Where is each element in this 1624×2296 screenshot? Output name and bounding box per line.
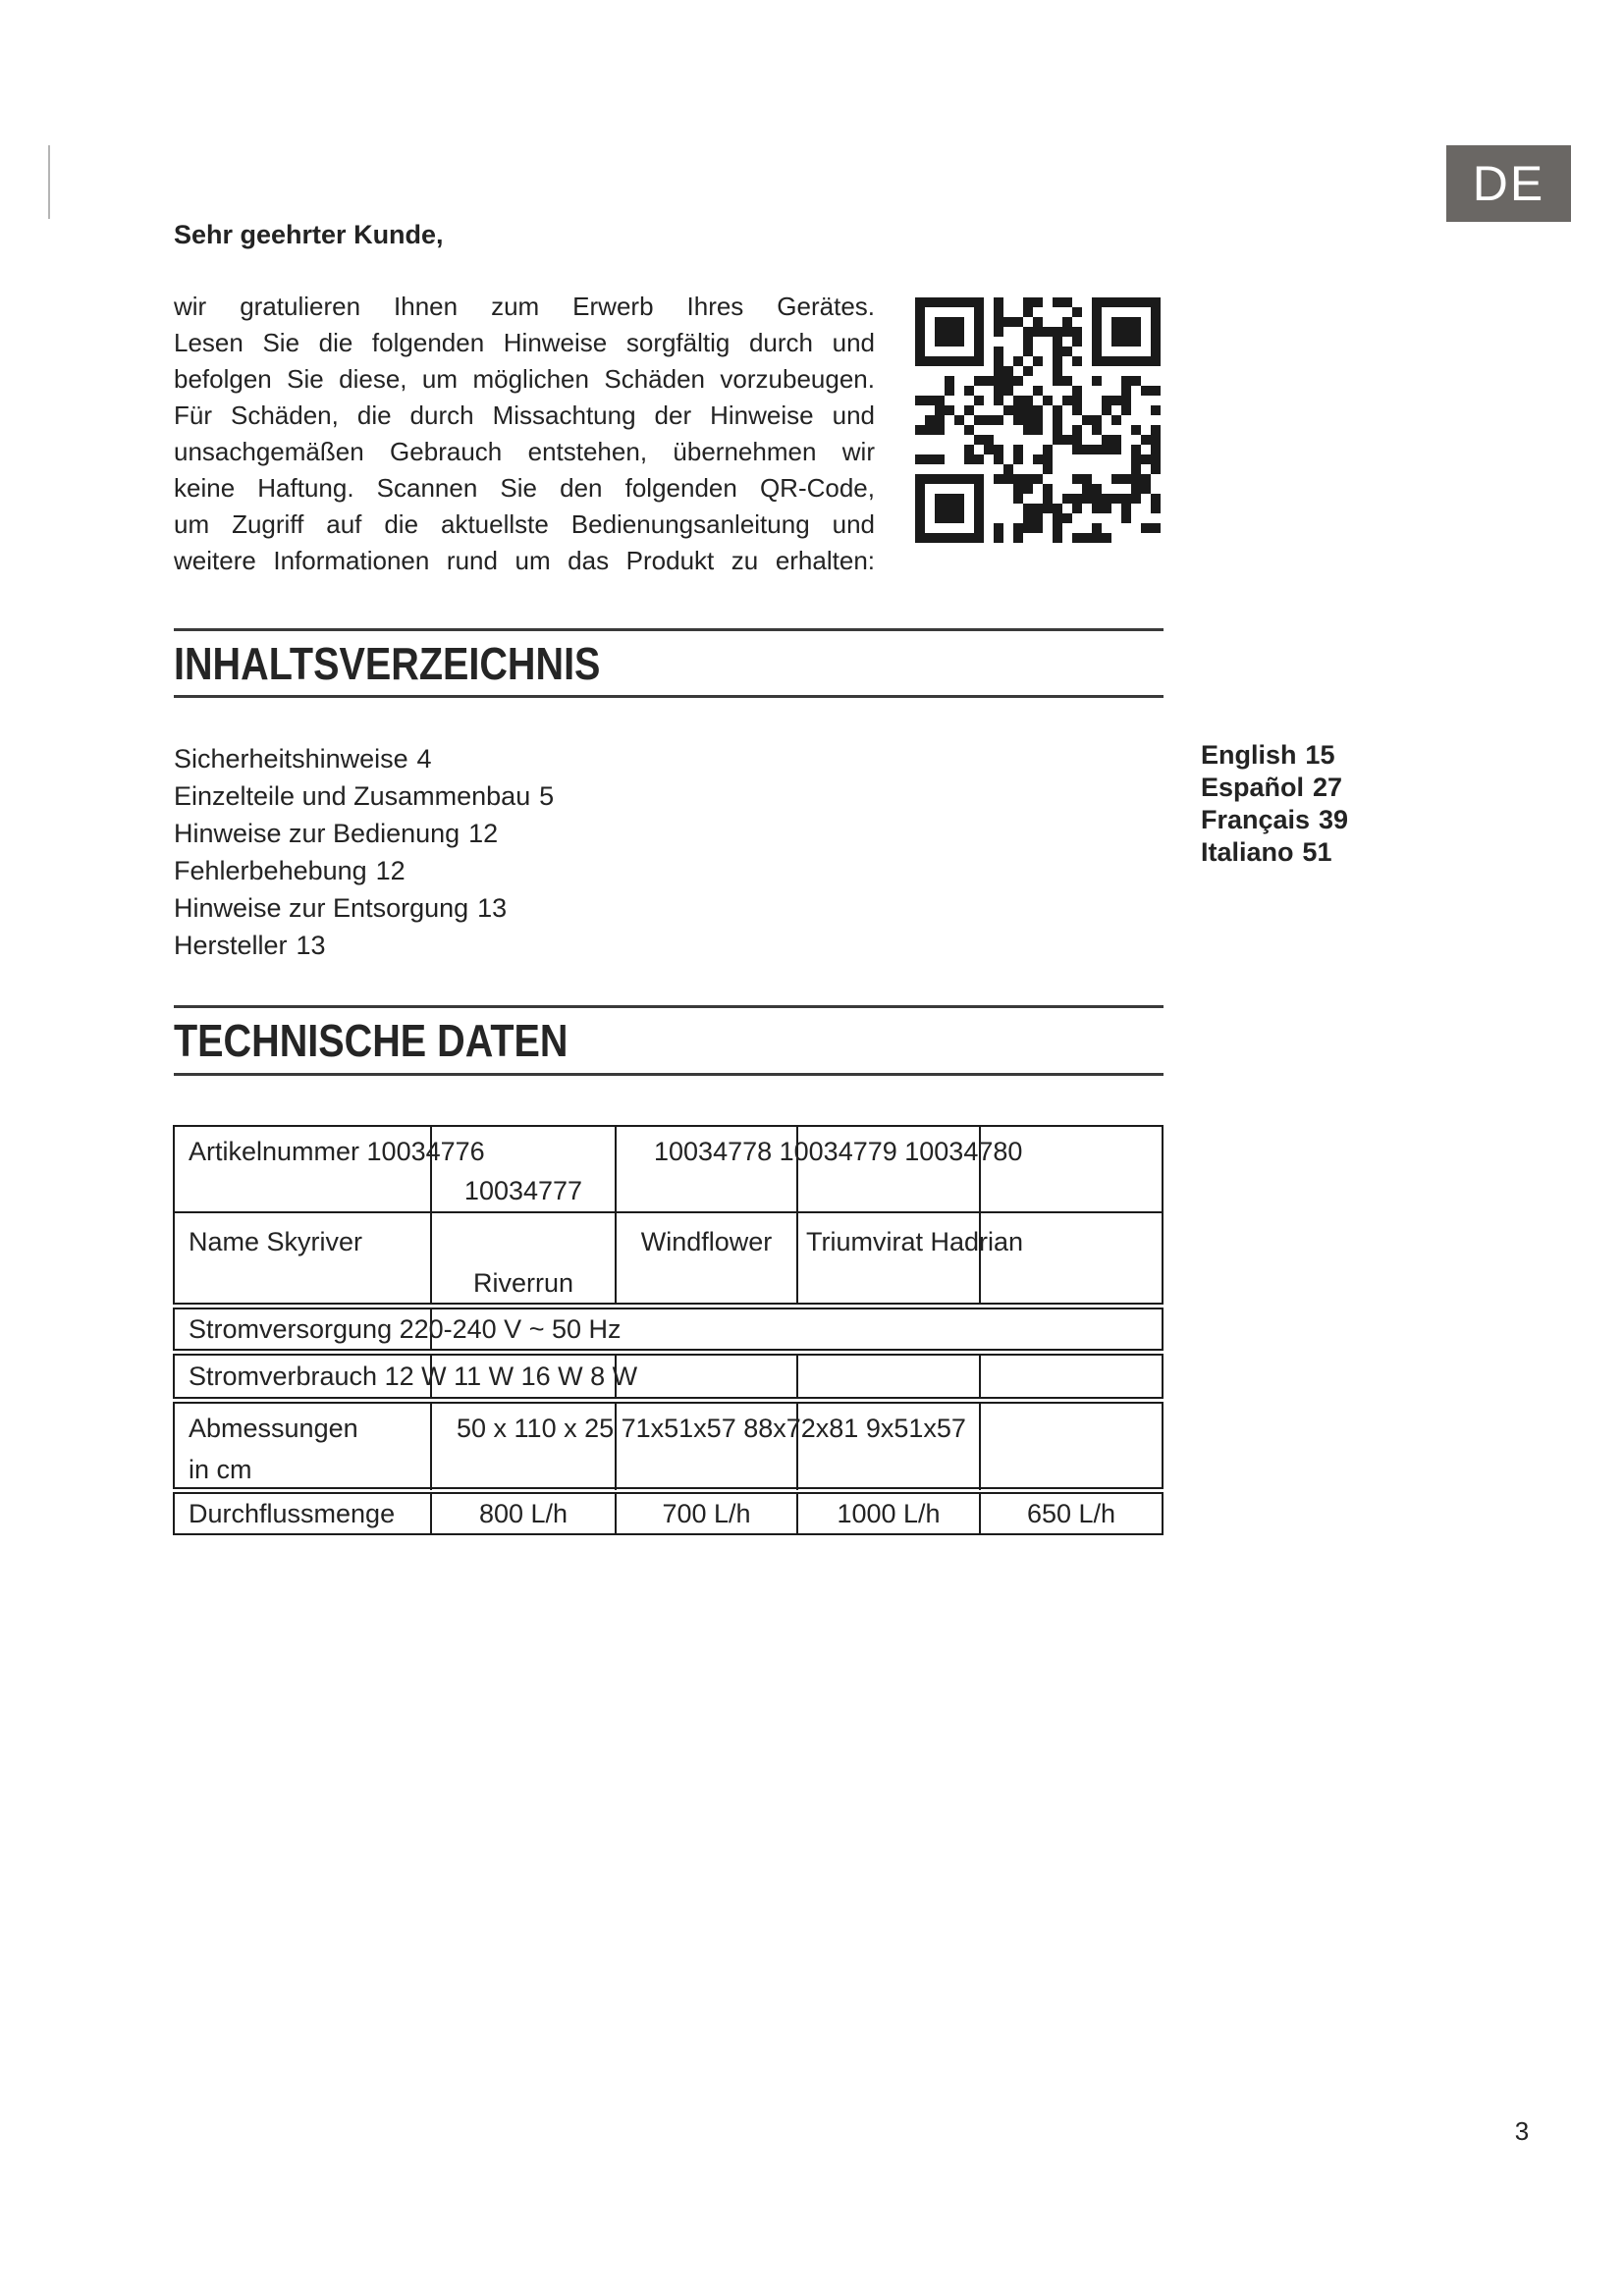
toc-item: Hinweise zur Entsorgung 13 [174,893,508,923]
table-cell: Stromverbrauch 12 W 11 W 16 W 8 W [175,1356,432,1397]
intro-line: unsachgemäßen Gebrauch entstehen, übernehmen wir [174,437,875,466]
page-number: 3 [1514,2116,1530,2146]
table-cell [981,1356,1162,1397]
table-row-artikelnummer-name [173,1125,1164,1305]
intro-line: befolgen Sie diese, um möglichen Schäden vorzubeugen. [174,364,875,394]
table-cell [981,1404,1162,1490]
table-cell: Artikelnummer 10034776 [175,1127,432,1213]
table-cell: Stromversorgung 220-240 V ~ 50 Hz [175,1309,432,1349]
toc-item: Hersteller 13 [174,931,326,960]
table-cell: 650 L/h [1026,1498,1116,1528]
table-cell [617,1356,798,1397]
table-cell: 800 L/h [432,1494,617,1533]
toc-item: Einzelteile und Zusammenbau 5 [174,781,555,811]
table-cell: Riverrun [432,1213,617,1303]
toc-item: Hinweise zur Bedienung 12 [174,819,499,848]
intro-line: Für Schäden, die durch Missachtung der Hinweise und [174,400,875,430]
table-cell: Name Skyriver [175,1213,432,1303]
table-cell: Triumvirat Hadrian [798,1213,981,1303]
intro-line: um Zugriff auf die aktuellste Bedienungsanleitung und [174,509,875,539]
table-cell: 50 x 110 x 25 71x51x57 88x72x81 9x51x57 [432,1404,617,1490]
section-divider [174,1005,1164,1008]
table-row-stromverbrauch [173,1354,1164,1399]
intro-line: weitere Informationen rund um das Produkt zu erhalten: [174,546,875,575]
toc-item: Fehlerbehebung 12 [174,856,406,885]
greeting-heading: Sehr geehrter Kunde, [174,220,444,249]
table-row-abmessungen [173,1402,1164,1489]
section-divider [174,695,1164,698]
table-cell: 1000 L/h [798,1494,981,1533]
language-toc-item: Français 39 [1201,805,1349,834]
table-row-stromversorgung [173,1308,1164,1351]
section-divider [174,1073,1164,1076]
toc-title: INHALTSVERZEICHNIS [174,638,601,689]
intro-line: wir gratulieren Ihnen zum Erwerb Ihres Gerätes. [174,292,875,321]
table-cell: 10034778 10034779 10034780 [617,1127,798,1213]
table-cell: 700 L/h [617,1494,798,1533]
language-toc-item: Italiano 51 [1201,837,1332,867]
table-cell: 10034777 [432,1127,617,1213]
table-cell: Durchflussmenge [175,1494,432,1533]
language-toc-item: Español 27 [1201,773,1342,802]
margin-mark [48,145,50,219]
intro-paragraph [174,289,875,579]
toc-list [174,740,554,964]
language-badge: DE [1446,145,1571,222]
section-divider [174,628,1164,631]
qr-code-icon [915,297,1161,543]
table-cell: Windflower [617,1213,798,1303]
tech-data-table [173,1125,1164,1535]
toc-item: Sicherheitshinweise 4 [174,744,432,774]
tech-data-title: TECHNISCHE DATEN [174,1015,568,1066]
table-row-durchflussmenge [173,1492,1164,1535]
table-cell: Abmessungen in cm [175,1404,432,1490]
language-toc [1201,739,1348,869]
intro-line: keine Haftung. Scannen Sie den folgenden QR-Code, [174,473,875,503]
language-toc-item: English 15 [1201,740,1335,770]
table-cell [798,1356,981,1397]
intro-line: Lesen Sie die folgenden Hinweise sorgfältig durch und [174,328,875,357]
